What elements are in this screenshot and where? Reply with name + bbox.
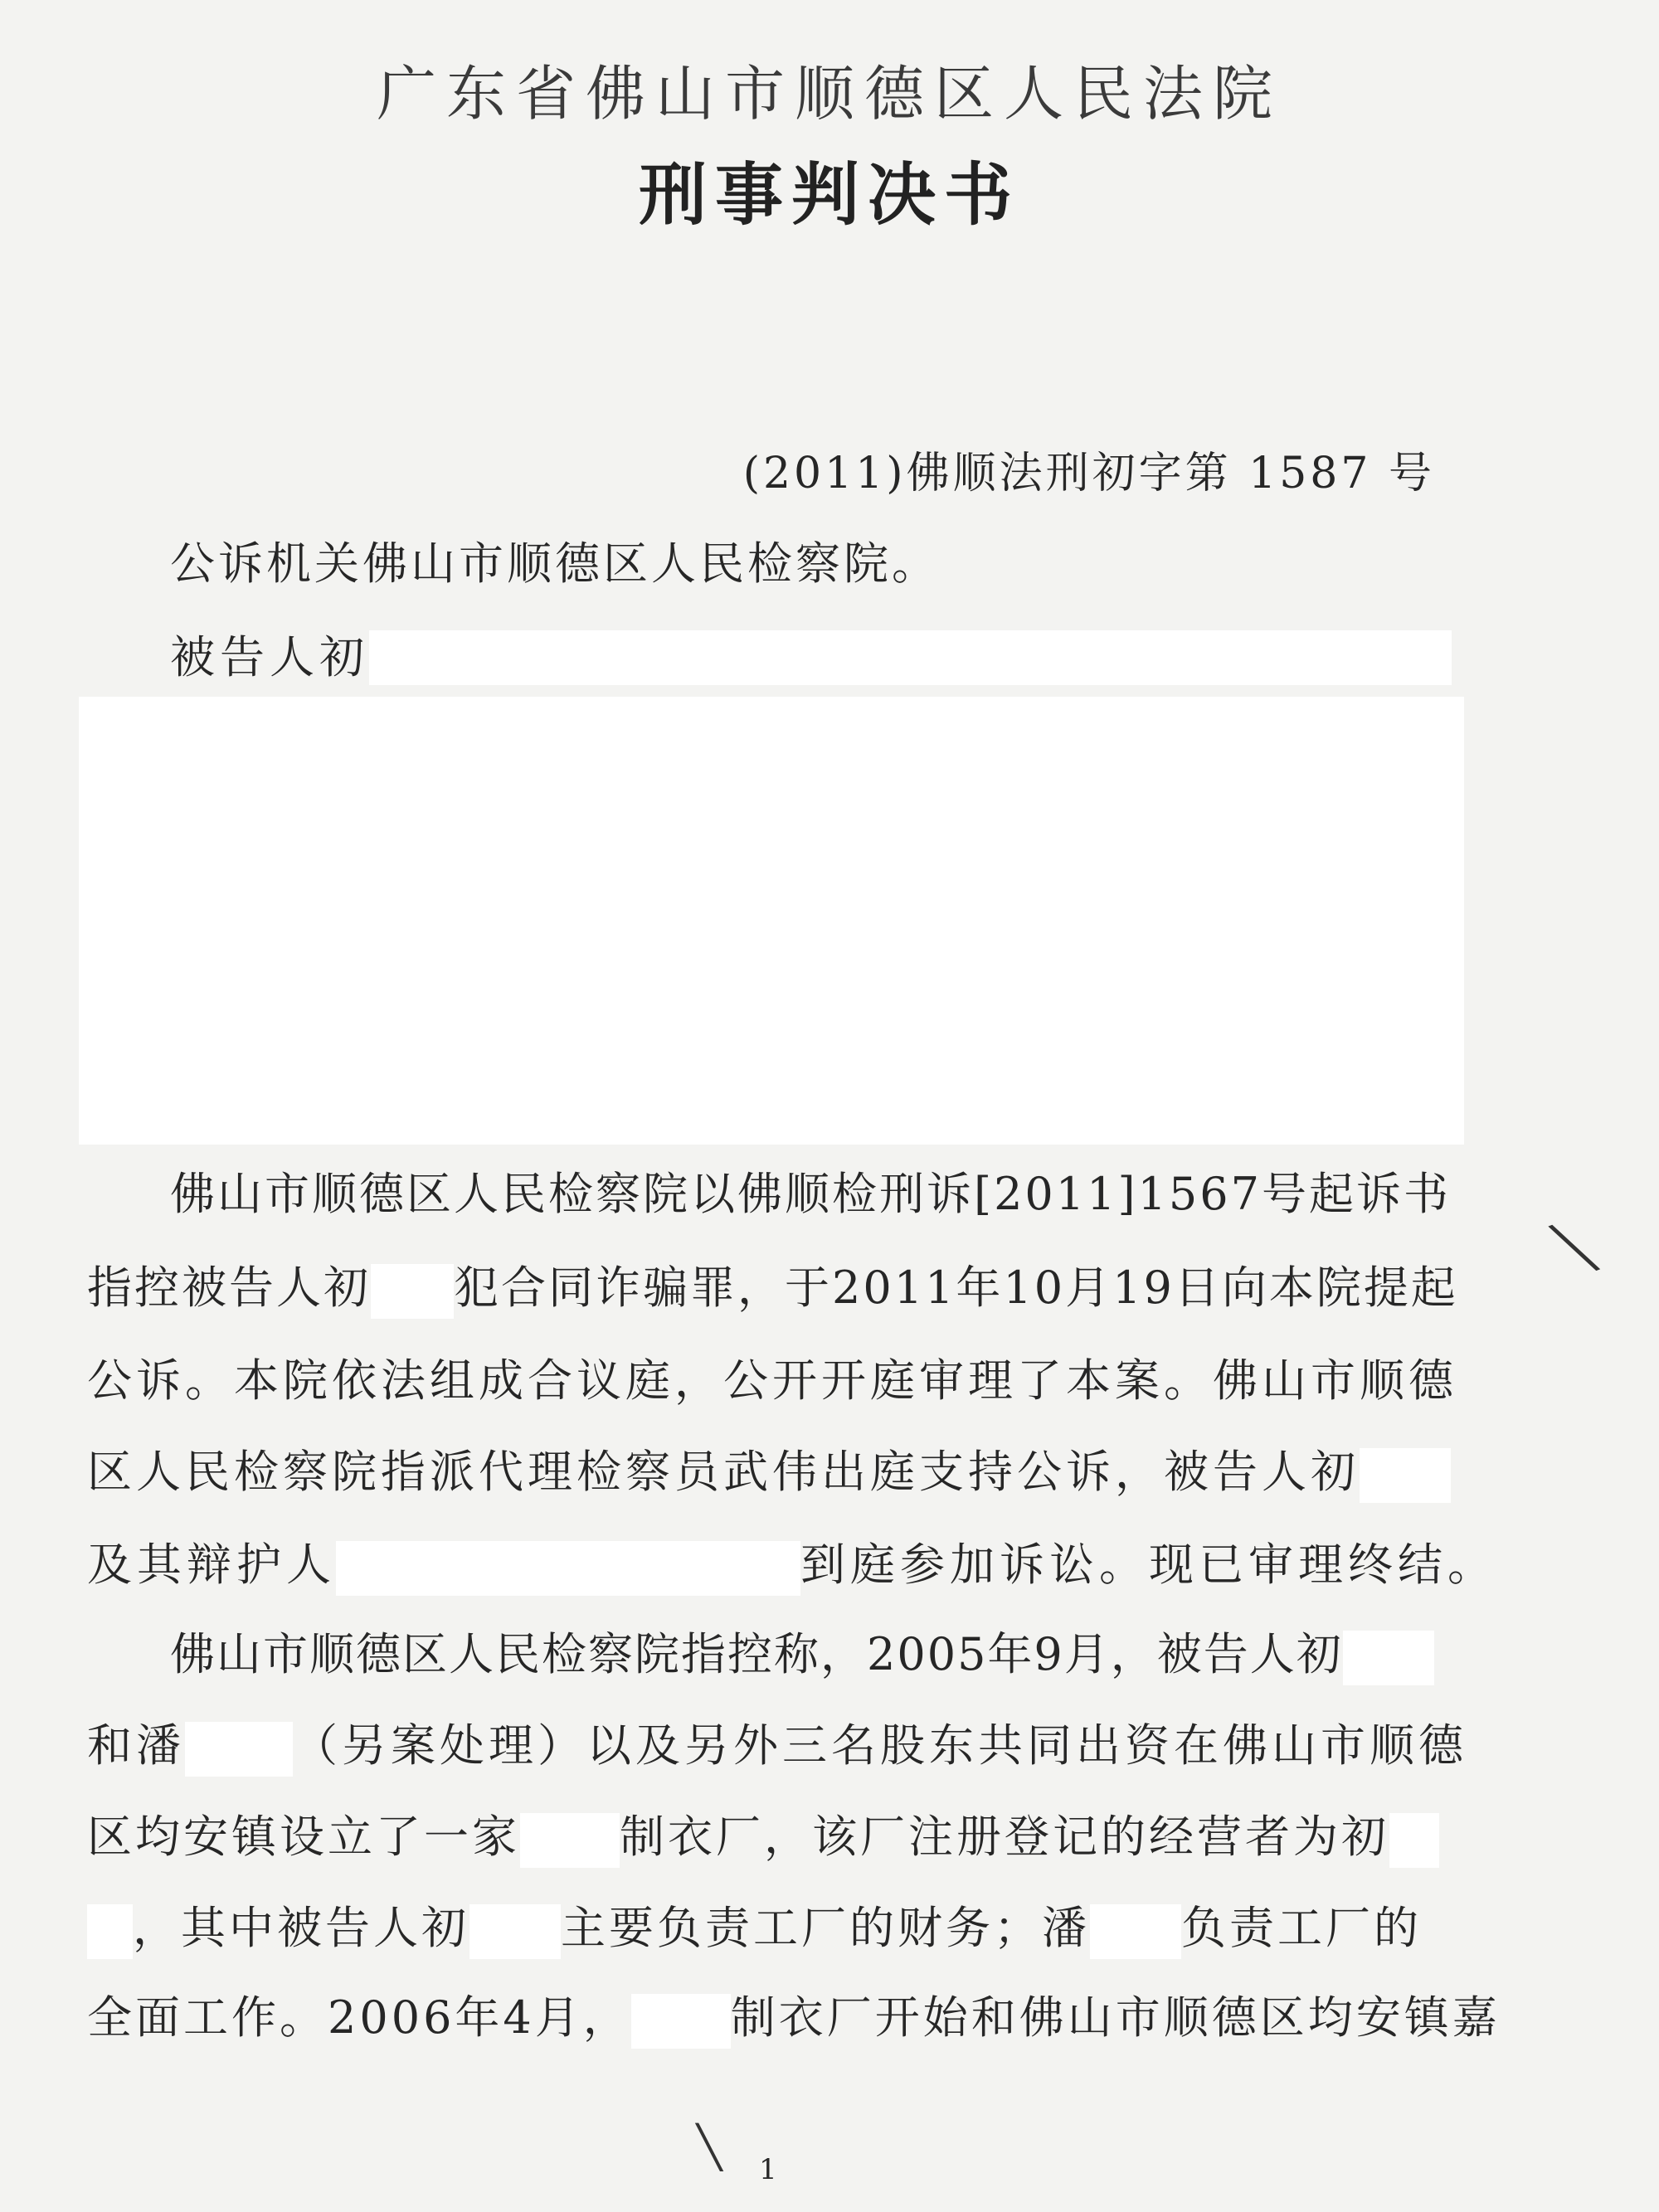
redaction-box <box>1389 1813 1439 1868</box>
redaction-box <box>87 1904 133 1959</box>
text-segment: 区均安镇设立了一家 <box>87 1811 520 1863</box>
text-segment: 负责工厂的 <box>1181 1902 1422 1954</box>
paragraph-line <box>87 1989 1501 2047</box>
redaction-box <box>1343 1631 1434 1685</box>
text-segment: 及其辩护人 <box>87 1539 336 1591</box>
defendant-label: 被告人初 <box>170 631 369 683</box>
paragraph-line <box>87 1717 1467 1775</box>
court-name: 广东省佛山市顺德区人民法院 <box>376 59 1282 129</box>
redaction-box <box>520 1813 620 1868</box>
paragraph-line <box>87 1443 1451 1501</box>
text-segment: 指控被告人初 <box>87 1262 371 1314</box>
redaction-box <box>1090 1904 1181 1959</box>
prosecutor-line: 公诉机关佛山市顺德区人民检察院。 <box>170 537 940 590</box>
redaction-box <box>469 1904 561 1959</box>
redaction-box <box>336 1541 800 1596</box>
case-number: (2011)佛顺法刑初字第 1587 号 <box>742 449 1435 498</box>
pen-mark: ╲ <box>697 2123 722 2171</box>
redaction-box <box>369 630 1452 685</box>
page-number: 1 <box>759 2153 777 2186</box>
text-segment: 犯合同诈骗罪，于2011年10月19日向本院提起 <box>454 1262 1458 1314</box>
redaction-box <box>79 697 1464 1145</box>
text-segment: 和潘 <box>87 1719 185 1772</box>
paragraph-line <box>170 1626 1434 1684</box>
document-type-title: 刑事判决书 <box>638 155 1020 235</box>
text-segment: （另案处理）以及另外三名股东共同出资在佛山市顺德 <box>293 1719 1467 1772</box>
paragraph-line <box>87 1899 1422 1957</box>
paragraph-line <box>87 1259 1458 1317</box>
text-segment: 区人民检察院指派代理检察员武伟出庭支持公诉，被告人初 <box>87 1446 1360 1498</box>
text-segment: 佛山市顺德区人民检察院指控称，2005年9月，被告人初 <box>170 1628 1343 1680</box>
pen-mark: ╲ <box>1550 1215 1599 1281</box>
text-segment: 制衣厂开始和佛山市顺德区均安镇嘉 <box>730 1991 1501 2044</box>
redaction-box <box>185 1722 293 1777</box>
paragraph-line <box>87 1536 1497 1594</box>
text-segment: ，其中被告人初 <box>133 1902 469 1954</box>
paragraph-line: 佛山市顺德区人民检察院以佛顺检刑诉[2011]1567号起诉书 <box>170 1168 1451 1220</box>
redaction-box <box>371 1264 454 1319</box>
text-segment: 制衣厂，该厂注册登记的经营者为初 <box>620 1811 1389 1863</box>
text-segment: 全面工作。2006年4月， <box>87 1991 631 2044</box>
redaction-box <box>631 1994 731 2049</box>
text-segment: 到庭参加诉讼。现已审理终结。 <box>800 1539 1497 1591</box>
paragraph-line: 公诉。本院依法组成合议庭，公开开庭审理了本案。佛山市顺德 <box>87 1354 1457 1407</box>
paragraph-line <box>87 1808 1439 1866</box>
text-segment: 主要负责工厂的财务；潘 <box>561 1902 1090 1954</box>
redaction-box <box>1360 1448 1451 1503</box>
